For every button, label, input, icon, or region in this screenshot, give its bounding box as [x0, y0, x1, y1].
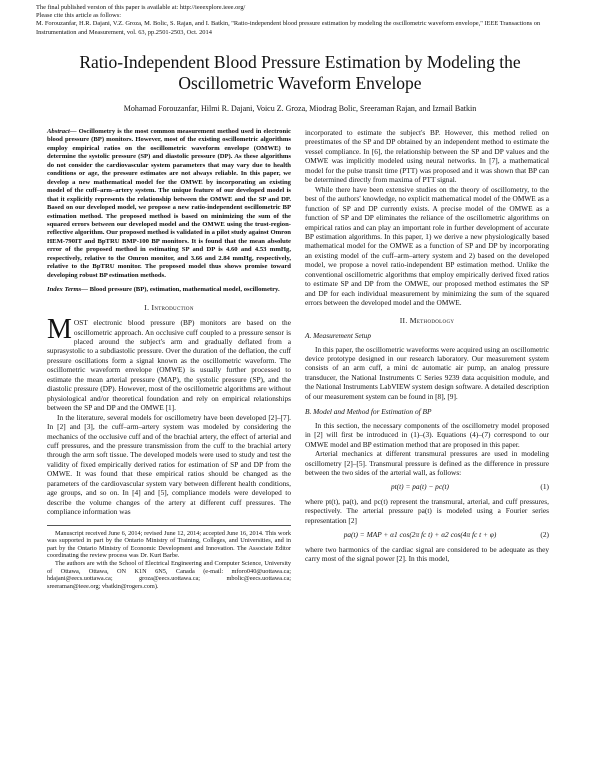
intro-paragraph-1 [47, 314, 291, 413]
intro-paragraph-3: incorporated to estimate the subject's BP. However, this method relied on preestimates of the SP and DP obtained by an independent method to estimate the vessel compliance. In [6], the relationship between the SP and DP values and the OMWE was implicitly modeled using neural networks. In [7], a mathematical model for the pulse transit time (PTT) was proposed and it was shown that BP can be determined directly from maxima of PTT signal. [305, 128, 549, 185]
model-paragraph-2: Arterial mechanics at different transmural pressures are used in modeling oscillometry [2]–[5]. Transmural pressure is defined as the difference in pressure between the two sides of the arterial wall, as follows: [305, 449, 549, 477]
subsection-heading-model-method: B. Model and Method for Estimation of BP [305, 407, 432, 417]
notice-line-1: The final published version of this paper is available at: http://ieeexplore.ieee.org/ [36, 4, 246, 11]
intro-paragraph-2: In the literature, several models for oscillometry have been developed [2]–[7]. In [2] and [3], the cuff–arm–artery system was modeled by considering the mechanics of the occlusive cuff and of the brachial artery, the effect of arterial and cuff pressures, and the pressure transmission from the cuff to the brachial artery through the arm soft tissue. The developed models were used to study and test the validity of fixed empirically derived ratios for estimation of SP and DP from the OMWE. It was found that these empirical ratios should be changed as the parameters of the cardiovascular system vary between different health conditions, age groups, and so on. In [4] and [5], compliance models were developed to describe the volume changes of the artery at different cuff pressures. The compliance information was [47, 412, 291, 517]
footnote [47, 525, 291, 591]
abstract [47, 128, 291, 280]
footnote-authors: The authors are with the School of Electrical Engineering and Computer Science, University of Ottawa, Ottawa, ON K1N 6N5, Canada (e-mail: mforo040@uottawa.ca; hdajani@eecs.uottawa.ca; groza@eecs.uottawa.ca; mbolic@eecs.uottawa.ca; sreeraman@ieee.org; vbatkin@rogers.com). [47, 559, 291, 590]
section-heading-methodology: II. Methodology [399, 315, 455, 325]
equation-2-number: (2) [540, 530, 549, 540]
model-paragraph-4: where two harmonics of the cardiac signal are considered to be adequate as they carry most of the signal power [2]. In this model, [305, 544, 549, 564]
model-paragraph-3: where pt(t), pa(t), and pc(t) represent the transmural, arterial, and cuff pressures, respectively. The arterial pressure pa(t) is modeled using a Fourier series representation [2] [305, 496, 549, 525]
measurement-setup-paragraph: In this paper, the oscillometric waveforms were acquired using an oscillometric device prototype designed in our research laboratory. Our measurement system consists of an arm cuff, a mini dc automatic air pump, an analog pressure transducer, the National Instruments C Series 9239 data acquisition module, and the National Instruments LabVIEW system design software. A detailed description of our measurement system can be found in [8], [9]. [305, 344, 549, 401]
model-paragraph-1: In this section, the necessary components of the oscillometry model proposed in [2] will first be introduced in (1)–(3). Equations (4)–(7) correspond to our OMWE model and BP estimation method that are proposed in this paper. [305, 420, 549, 449]
paper-title: Ratio-Independent Blood Pressure Estimation by Modeling the Oscillometric Waveform Envelope [79, 52, 521, 93]
notice-line-2: Please cite this article as follows: [36, 12, 122, 20]
right-column [305, 128, 549, 564]
equation-1-body: pt(t) = pa(t) − pc(t) [390, 482, 450, 492]
abstract-text: — Oscillometry is the most common measurement method used in electronic blood pressure (BP) monitors. However, most of the existing oscillometric algorithms employ empirical ratios on the oscillometric waveform envelope (OMWE) to determine the systolic pressure (SP) and diastolic pressure (DP). As these algorithms do not consider the cardiovascular system parameters that may vary due to health conditions or age, the pressure estimates are not always reliable. In this paper, we develop a new mathematical model for the OMWE by incorporating an existing model of the cuff–arm–artery system. The unique feature of our developed model is that it explicitly represents the relationship between the OMWE and the SP and DP. Based on our developed model, we propose a new ratio-independent oscillometric BP estimation method. The proposed method is based on minimizing the sum of the squared errors between our developed model and the OMWE using the trust-region-reflective algorithm. Our proposed method is validated in a pilot study against Omron HEM-790IT and BpTRU BMP-100 BP monitors. It is found that the mean absolute error of the proposed method in estimating SP and DP is 4.60 and 4.53 mmHg, respectively, relative to the Omron monitor, and 3.66 and 2.84 mmHg, respectively, relative to the BpTRU monitor. The proposed model thus shows promise toward developing robust BP estimation methods. [47, 128, 291, 279]
citation-notice [36, 4, 576, 37]
intro-paragraph-4: While there have been extensive studies on the theory of oscillometry, to the best of the authors' knowledge, no explicit mathematical model of the OMWE as a function of SP and DP currently exists. A precise model of the OMWE as a function of SP and DP eliminates the reliance of the oscillometric algorithms on empirical ratios and can play an important role in further development of accurate BP estimation algorithms. In this paper, 1) we derive a new physiologically based mathematical model for the OMWE as a function of SP and DP by incorporating an existing model of the cuff–arm–artery system and 2) based on the developed model, we propose a novel ratio-independent BP estimation method. Unlike the conventional oscillometric algorithms that employ empirically derived fixed ratios to estimate SP and DP from the OMWE, our proposed method estimates the SP and DP for each individual measurement by minimizing the sum of the squared errors between the developed model and the OMWE. [305, 184, 549, 308]
equation-1-number: (1) [540, 482, 549, 492]
intro-paragraph-1-text: OST electronic blood pressure (BP) monitors are based on the oscillometric approach. An occlusive cuff coupled to a pressure sensor is placed around the subject's arm and gradually deflated from a suprasystolic to a subdiastolic pressure. Over the duration of the deflation, the cuff pressure oscillations form a signal known as the oscillometric waveform. The oscillometric waveform envelope (OMWE) is usually further processed to estimate the mean arterial pressure (MAP), the systolic pressure (SP), and the diastolic pressure (DP). However, most of the oscillometric algorithms are without physiological and/or theoretical foundation and rely on empirical relationships between the SP and DP and the OMWE [1]. [47, 318, 291, 413]
section-heading-introduction: I. Introduction [144, 302, 194, 312]
notice-line-3: M. Forouzanfar, H.R. Dajani, V.Z. Groza, M. Bolic, S. Rajan, and I. Batkin, "Ratio-independent blood pressure estimation by modeling the oscillometric waveform envelope," IEEE Transactions on Instrumentation and Measurement, vol. 63, pp.2501-2503, Oct. 2014 [36, 20, 541, 36]
equation-2 [305, 530, 549, 539]
drop-cap: M [47, 314, 72, 346]
paper-authors: Mohamad Forouzanfar, Hilmi R. Dajani, Voicu Z. Groza, Miodrag Bolic, Sreeraman Rajan, and Izmail Batkin [123, 104, 477, 113]
abstract-lead: Abstract [47, 128, 70, 135]
equation-1 [305, 482, 549, 491]
footnote-manuscript: Manuscript received June 6, 2014; revised June 12, 2014; accepted June 16, 2014. This work was supported in part by the Ontario Ministry of Training, Colleges, and Universities, and in part by the Ontario Ministry of Economic Development and Innovation. The Associate Editor coordinating the review process was Dr. Kurt Barbe. [47, 529, 291, 560]
index-terms-lead: Index Terms [47, 286, 82, 294]
equation-2-body: pa(t) = MAP + α1 cos(2π fc t) + α2 cos(4π fc t + φ) [343, 530, 497, 540]
left-column [47, 128, 291, 590]
index-terms [47, 286, 291, 294]
index-terms-text: — Blood pressure (BP), estimation, mathematical model, oscillometry. [81, 286, 280, 294]
subsection-heading-measurement-setup: A. Measurement Setup [305, 331, 372, 341]
